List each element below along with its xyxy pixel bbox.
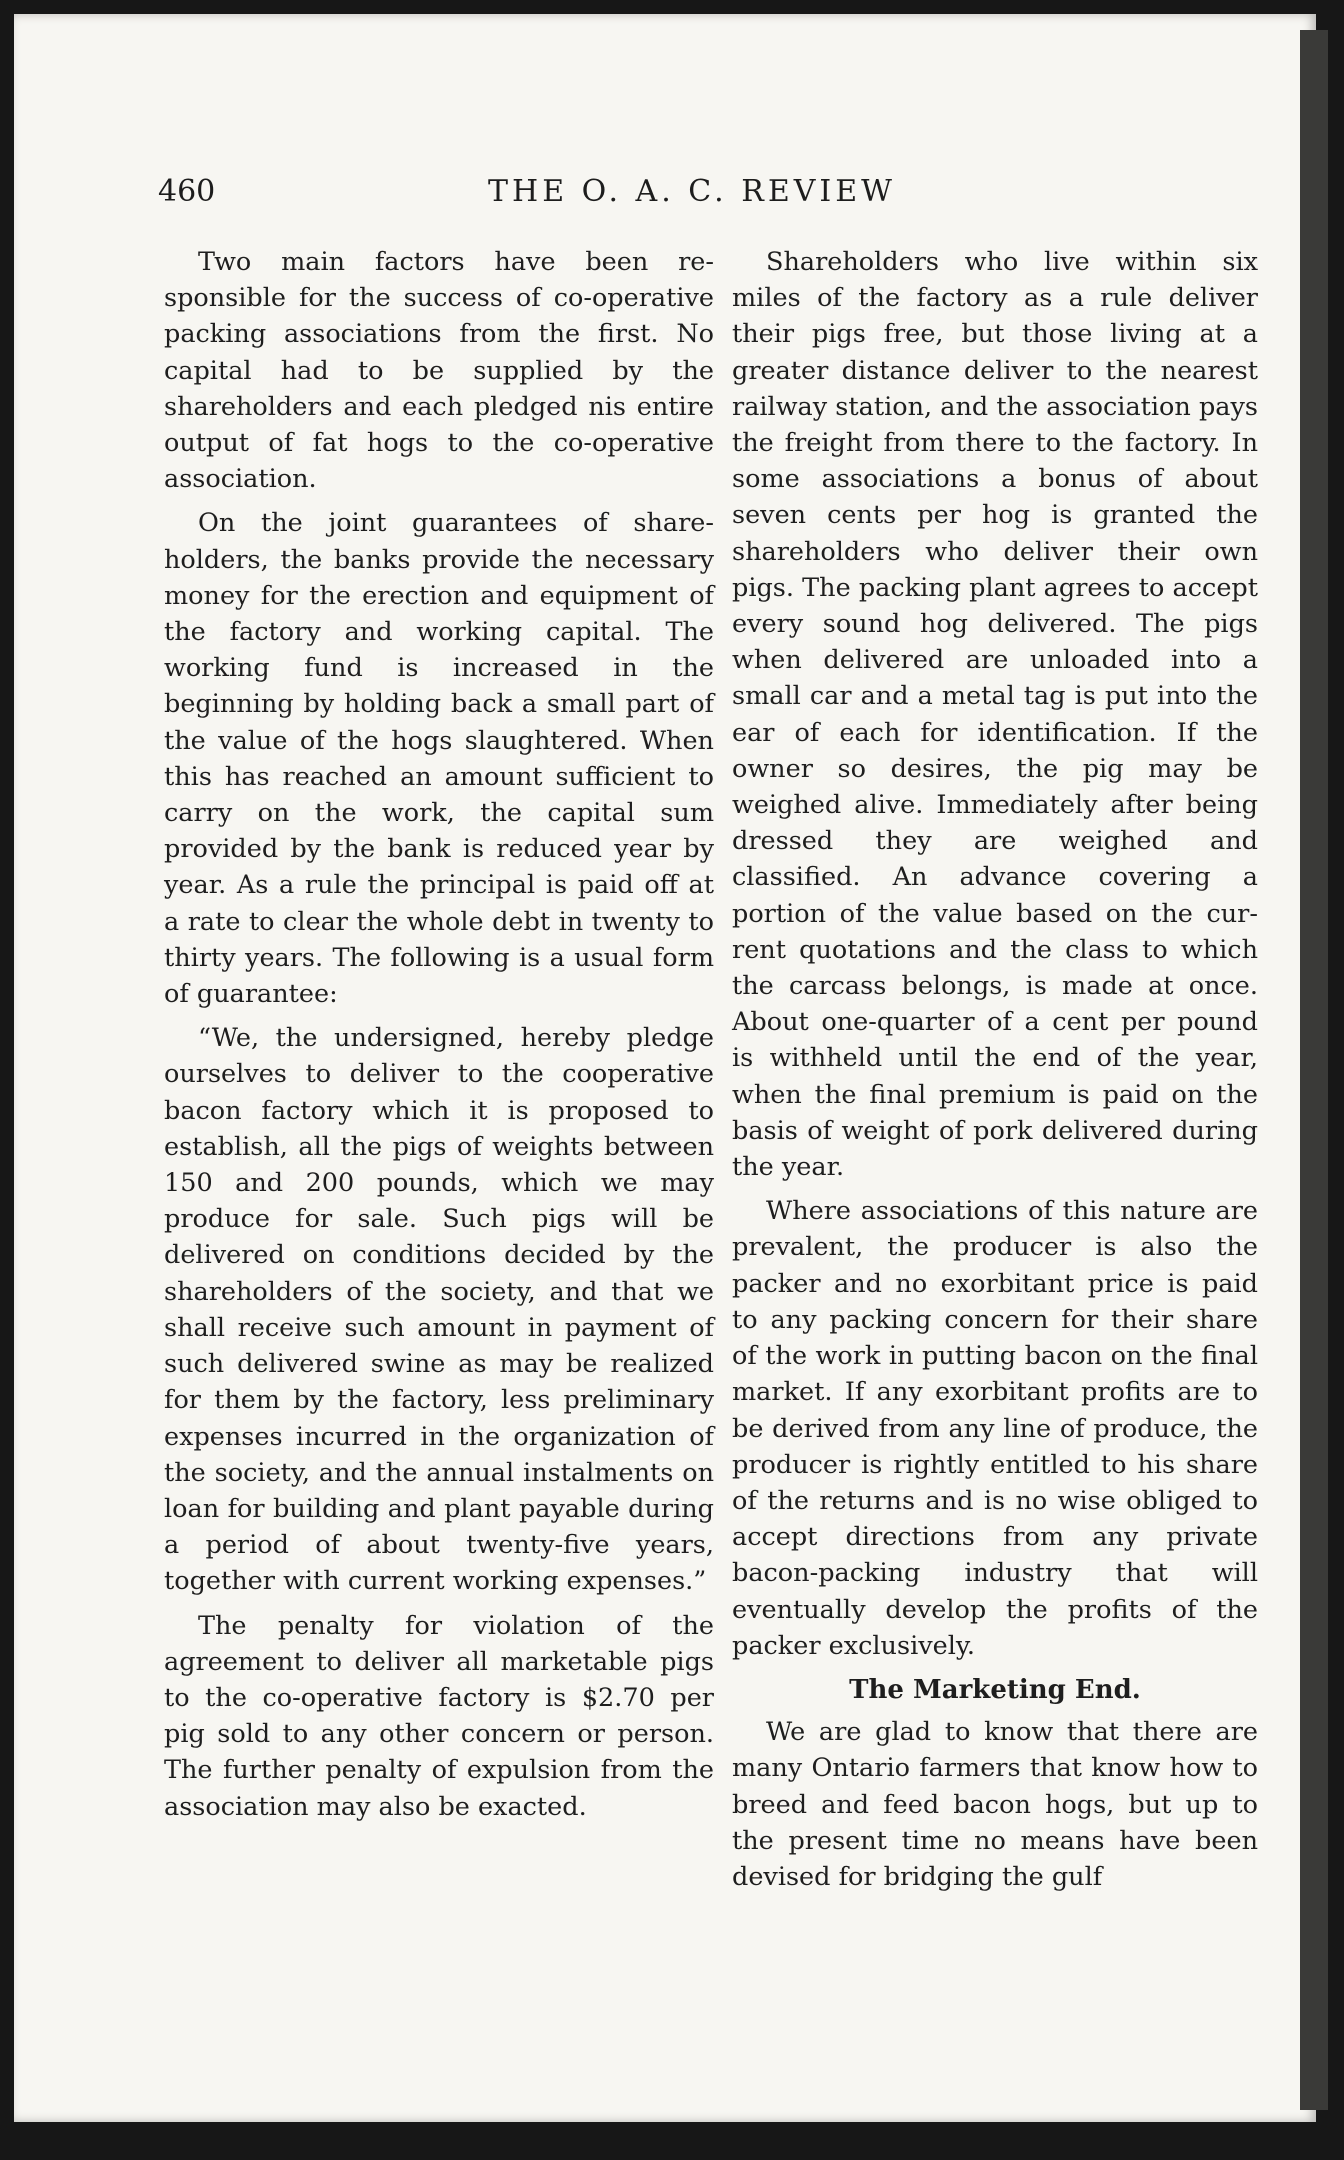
paragraph: Where associations of this nature are prevalent, the producer is also the packer and no exorbitant price is paid to any packing concern for their share of the work in putting bacon on the final market. If any exorbitant profits are to be derived from any line of produce, the producer is rightly entitled to his share of the returns and is no wise obliged to accept directions from any private bacon-packing industry that will eventually develop the profits of the packer exclusively. <box>732 1196 1258 1661</box>
paragraph: Two main factors have been responsible for the success of co-operative packing associations from the first. No capital had to be supplied by the shareholders and each pledged nis entire output of fat hogs to the co-operative association. <box>164 247 714 495</box>
left-column <box>164 244 714 1833</box>
paragraph: Shareholders who live within six miles of the factory as a rule deliver their pigs free, but those living at a greater distance deliver to the nearest railway station, and the association pays the freight from there to the factory. In some associations a bonus of about seven cents per hog is granted the shareholders who deliver their own pigs. The packing plant agrees to accept every sound hog delivered. The pigs when delivered are unloaded into a small car and a metal tag is put into the ear of each for identification. If the owner so desires, the pig may be weighed alive. Immediately after being dressed they are weighed and classified. An advance covering a portion of the value based on the current quotations and the class to which the carcass belongs, is made at once. About one-quarter of a cent per pound is withheld until the end of the year, when the final premium is paid on the basis of weight of pork delivered during the year. <box>732 247 1258 1183</box>
quoted-guarantee-paragraph: “We, the undersigned, hereby pledge ourselves to deliver to the cooperative bacon factory which it is proposed to establish, all the pigs of weights between 150 and 200 pounds, which we may produce for sale. Such pigs will be delivered on conditions decided by the shareholders of the society, and that we shall receive such amount in payment of such delivered swine as may be realized for them by the factory, less preliminary expenses incurred in the organization of the society, and the annual instalments on loan for building and plant payable during a period of about twenty-five years, together with current working expenses.” <box>164 1023 714 1597</box>
right-column <box>732 244 1258 1903</box>
book-binding-edge <box>1300 30 1328 2110</box>
journal-title: THE O. A. C. REVIEW <box>488 174 896 209</box>
page-number: 460 <box>158 174 216 209</box>
paragraph: The penalty for violation of the agreement to deliver all marketable pigs to the co-operative factory is $2.70 per pig sold to any other concern or person. The further penalty of expulsion from the association may also be exacted. <box>164 1610 714 1822</box>
page-header <box>14 174 1316 214</box>
paragraph: On the joint guarantees of shareholders, the banks provide the necessary money for the erection and equipment of the factory and working capital. The working fund is increased in the beginning by holding back a small part of the value of the hogs slaughtered. When this has reached an amount sufficient to carry on the work, the capital sum provided by the bank is reduced year by year. As a rule the principal is paid off at a rate to clear the whole debt in twenty to thirty years. The following is a usual form of guarantee: <box>164 508 714 1010</box>
section-heading: The Marketing End. <box>849 1674 1141 1705</box>
paragraph: We are glad to know that there are many Ontario farmers that know how to breed and feed bacon hogs, but up to the present time no means have been devised for bridging the gulf <box>732 1717 1258 1892</box>
scanned-page <box>14 14 1316 2122</box>
